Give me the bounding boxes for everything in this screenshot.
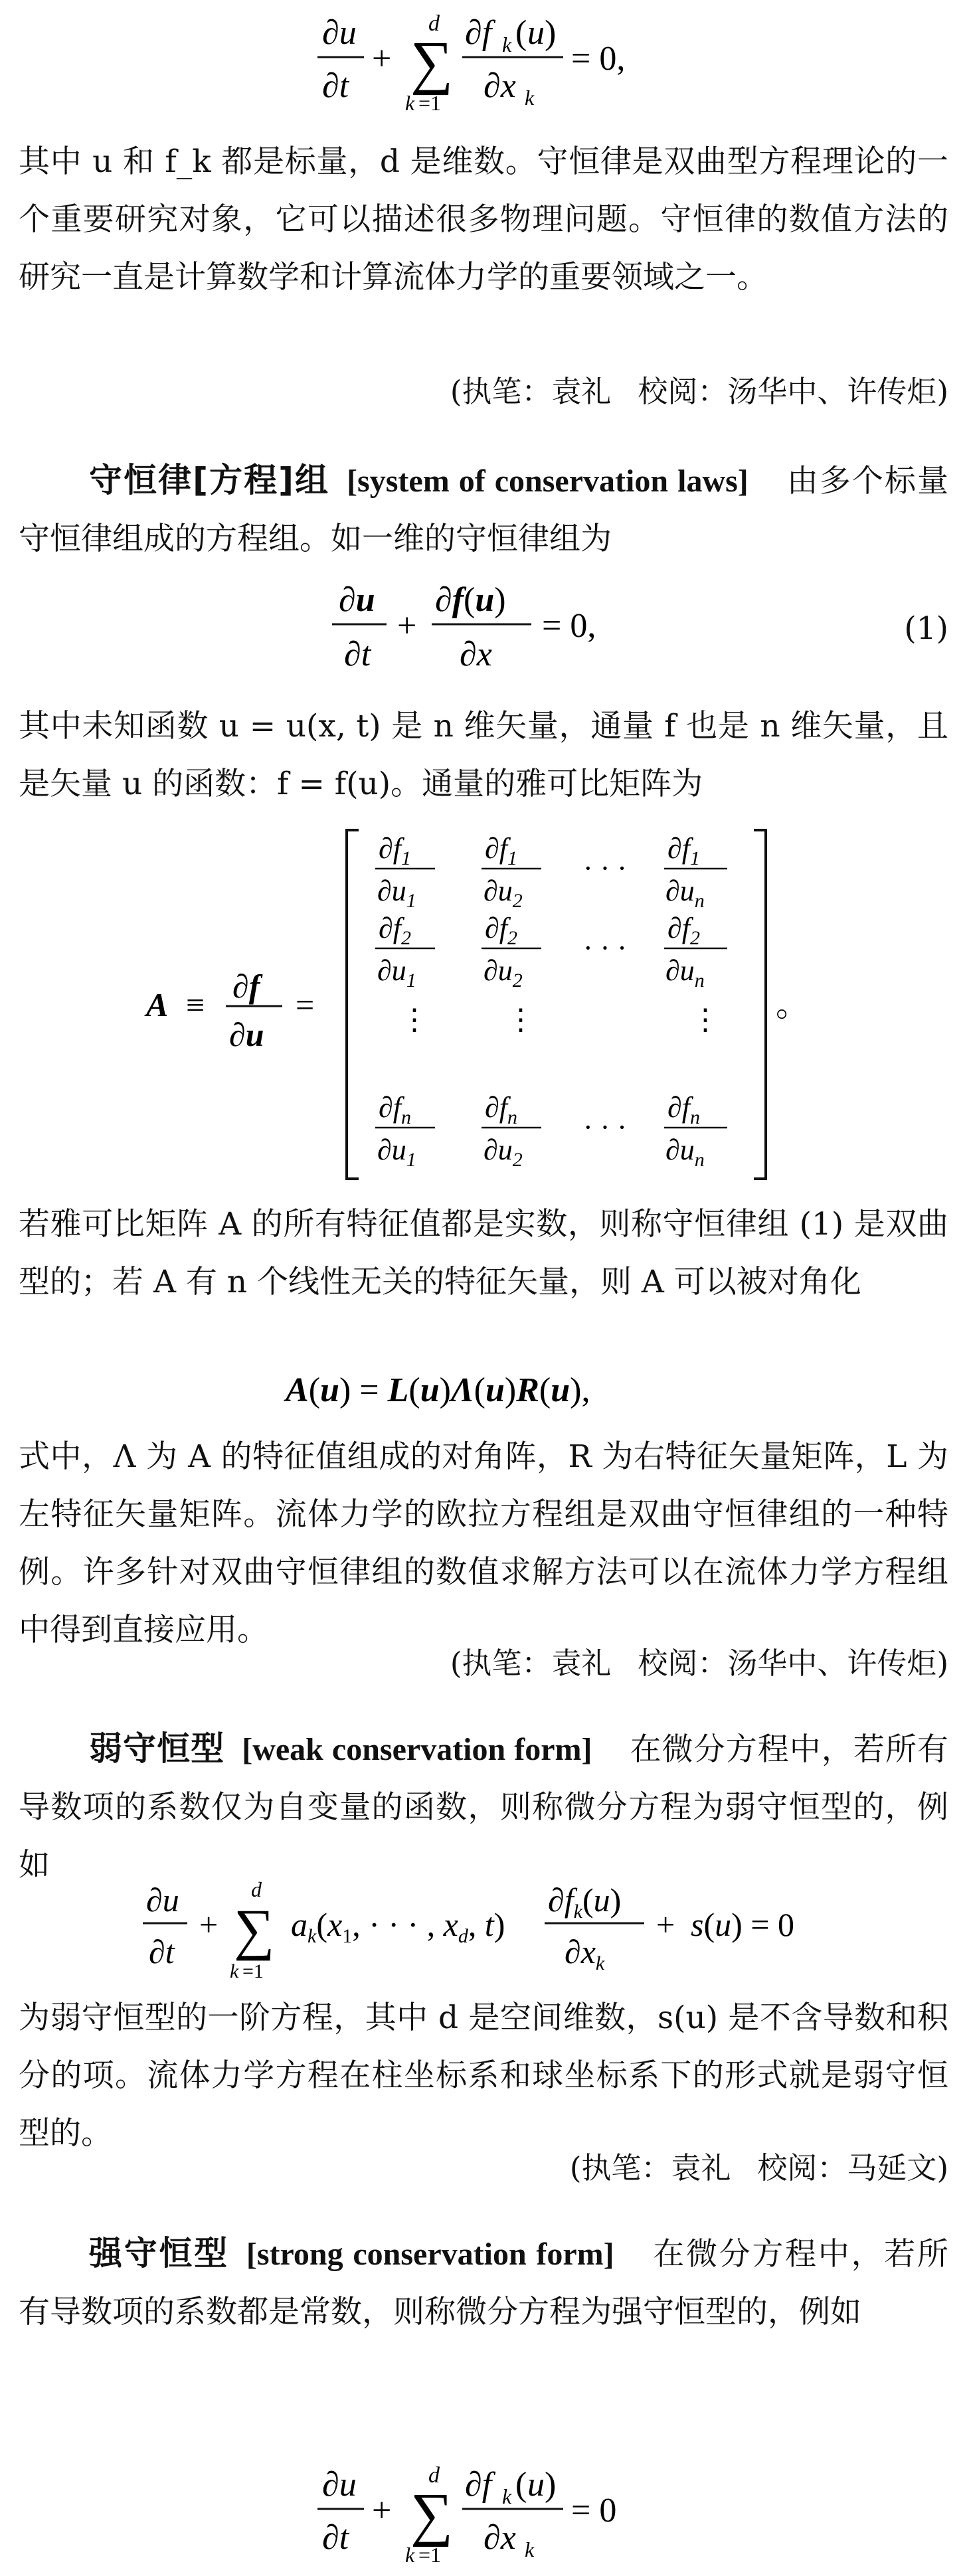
svg-text:∂fn: $\partial f_n$ (485, 1091, 517, 1128)
svg-text:∂x: ∂x (460, 636, 492, 673)
svg-text:=: = (296, 986, 315, 1023)
svg-text:∂un: $\partial u_n$ (665, 875, 705, 912)
svg-text:∂u1: $\partial u_1$ (377, 1134, 416, 1171)
svg-text:s(u) = 0: s(u) = 0 (691, 1906, 794, 1943)
svg-text:∂f1: $\partial f_1$ (667, 832, 700, 869)
svg-text:∂u1: $\partial u_1$ (377, 875, 416, 912)
svg-text:⋮: ⋮ (400, 1003, 429, 1036)
svg-text:∂un: $\partial u_n$ (665, 1134, 705, 1171)
svg-text:∂fn: $\partial f_n$ (379, 1091, 411, 1128)
svg-text:∂u: ∂u (339, 581, 375, 619)
writer-name: 袁礼 (551, 374, 612, 409)
paragraph-hyperbolic-condition: 若雅可比矩阵 A 的所有特征值都是实数，则称守恒律组 (1) 是双曲型的；若 A 有 n 个线性无关的特征矢量，则 A 可以被对角化 (19, 1206, 948, 1300)
paragraph-scalar-law-description: 其中 u 和 f_k 都是标量，d 是维数。守恒律是双曲型方程理论的一个重要研究对象，它可以描述很多物理问题。守恒律的数值方法的研究一直是计算数学和计算流体力学的重要领域之一。 (19, 143, 948, 296)
entry-system-of-conservation-laws (19, 452, 948, 568)
term-chinese: 弱守恒型 (89, 1729, 225, 1768)
svg-text:∂f2: $\partial f_2$ (667, 912, 700, 949)
svg-text:∂u2: $\partial u_2$ (484, 954, 523, 991)
svg-text:∂t: ∂t (149, 1933, 175, 1970)
svg-text:ak(x1, · · · , xd, t): $a_k(x_1$, · · · , $x_d$, t) (291, 1906, 505, 1947)
svg-text:⋮: ⋮ (506, 1003, 535, 1036)
paragraph-eigen-description: 式中，Λ 为 A 的特征值组成的对角阵，R 为右特征矢量矩阵，L 为左特征矢量矩阵。流体力学的欧拉方程组是双曲守恒律组的一种特例。许多针对双曲守恒律组的数值求解方法可以在流体力学方程组中得到直接应用。 (19, 1438, 948, 1648)
svg-text:∂xk: $\partial x_k$ (565, 1933, 605, 1974)
svg-text:k: k (502, 2484, 512, 2508)
equation-strong-form (306, 2457, 664, 2570)
svg-text:· · ·: · · · (583, 932, 627, 964)
svg-text:=1: =1 (418, 91, 442, 115)
term-chinese: 强守恒型 (89, 2234, 229, 2273)
svg-text:+: + (656, 1906, 675, 1943)
svg-text:· · ·: · · · (583, 1111, 627, 1144)
svg-text:∂f(u): ∂f(u) (435, 581, 506, 619)
svg-text:∂u: ∂u (322, 14, 357, 52)
svg-text:∂f: ∂f (465, 14, 492, 52)
equation-number: (1) (904, 610, 948, 647)
equation-1-system (319, 571, 664, 687)
svg-text:= 0: = 0 (571, 2492, 617, 2530)
entry-strong-conservation-form (19, 2225, 948, 2341)
svg-text:· · ·: · · · (583, 852, 627, 885)
svg-text:∑: ∑ (234, 1897, 275, 1961)
svg-text:k: k (405, 91, 415, 115)
svg-text:∂f1: $\partial f_1$ (379, 832, 411, 869)
reviewer-name: 马延文 (847, 2150, 937, 2186)
svg-text:∂fk(u): $\partial f_k(u)$ (548, 1881, 622, 1923)
equation-scalar-conservation-law (306, 5, 677, 118)
svg-text:∂f1: $\partial f_1$ (485, 832, 517, 869)
svg-text:∂u1: $\partial u_1$ (377, 954, 416, 991)
attribution-3: (执笔：袁礼 校阅：马延文) (569, 2150, 948, 2186)
svg-text:u: u (527, 2466, 545, 2504)
svg-text:∂fn: $\partial f_n$ (667, 1091, 700, 1128)
svg-text:∂u: ∂u (229, 1016, 264, 1053)
svg-text:∂u: ∂u (146, 1881, 179, 1919)
term-english: [weak conservation form] (242, 1732, 592, 1767)
svg-text:∂x: ∂x (484, 67, 516, 105)
svg-text:= 0,: = 0, (542, 607, 596, 645)
svg-text:∂t: ∂t (322, 2519, 349, 2557)
equation-diagonalization (286, 1365, 684, 1418)
svg-text:≡: ≡ (186, 986, 205, 1023)
svg-text:d: d (428, 11, 440, 36)
svg-text:∂x: ∂x (484, 2519, 516, 2557)
svg-text:k: k (525, 86, 535, 110)
attribution-1: (执笔：袁礼 校阅：汤华中、许传炬) (450, 374, 948, 409)
svg-text:+: + (372, 40, 392, 78)
term-english: [system of conservation laws] (347, 464, 748, 499)
svg-text:k: k (230, 1960, 239, 1982)
paragraph-weak-form-description: 为弱守恒型的一阶方程，其中 d 是空间维数，s(u) 是不含导数和积分的项。流体力学方程在柱坐标系和球坐标系下的形式就是弱守恒型的。 (19, 2000, 948, 2152)
reviewer-name: 汤华中、许传炬 (727, 1646, 937, 1681)
writer-name: 袁礼 (551, 1646, 612, 1681)
svg-text:A: A (146, 986, 169, 1023)
writer-name: 袁礼 (671, 2150, 731, 2186)
svg-text:∂un: $\partial u_n$ (665, 954, 705, 991)
svg-text:∑: ∑ (410, 30, 454, 96)
svg-text:d: d (251, 1877, 262, 1901)
entry-weak-conservation-form (19, 1720, 948, 1894)
term-definition: 在微分方程中，若所有导数项的系数仅为自变量的函数，则称微分方程为弱守恒型的，例如 (19, 1731, 949, 1883)
jacobian-matrix (139, 817, 809, 1189)
svg-text:∑: ∑ (410, 2482, 454, 2547)
svg-text:∂t: ∂t (322, 67, 349, 105)
term-definition: 由多个标量守恒律组成的方程组。如一维的守恒律组为 (19, 463, 949, 557)
svg-text:+: + (372, 2492, 392, 2530)
svg-text:∂f: ∂f (232, 968, 260, 1005)
svg-text:⋮: ⋮ (691, 1003, 720, 1036)
attribution-2: (执笔：袁礼 校阅：汤华中、许传炬) (450, 1646, 948, 1681)
reviewer-name: 汤华中、许传炬 (727, 374, 937, 409)
svg-text:): ) (545, 2466, 557, 2504)
svg-text:+: + (397, 607, 417, 645)
term-english: [strong conservation form] (246, 2237, 614, 2272)
svg-text:∂f2: $\partial f_2$ (485, 912, 517, 949)
svg-text:A(u) = L(u)Λ(u)R(u),: A(u) = L(u)Λ(u)R(u), (286, 1371, 590, 1409)
svg-text:。: 。 (776, 986, 809, 1023)
svg-text:∂f2: $\partial f_2$ (379, 912, 411, 949)
svg-text:∂u2: $\partial u_2$ (484, 875, 523, 912)
svg-text:k: k (405, 2543, 415, 2567)
svg-text:+: + (199, 1906, 219, 1943)
svg-text:k: k (525, 2537, 535, 2561)
svg-text:∂f: ∂f (465, 2466, 492, 2504)
term-definition: 在微分方程中，若所有导数项的系数都是常数，则称微分方程为强守恒型的，例如 (19, 2236, 949, 2330)
svg-text:∂t: ∂t (344, 636, 371, 673)
svg-text:(: ( (515, 14, 527, 52)
svg-text:(: ( (515, 2466, 527, 2504)
svg-text:d: d (428, 2463, 440, 2488)
svg-text:∂u: ∂u (322, 2466, 357, 2504)
svg-text:=1: =1 (242, 1960, 264, 1982)
svg-text:∂u2: $\partial u_2$ (484, 1134, 523, 1171)
equation-weak-form (139, 1873, 830, 1986)
svg-text:): ) (545, 14, 557, 52)
term-chinese: 守恒律[方程]组 (89, 461, 330, 499)
paragraph-unknown-vector: 其中未知函数 u = u(x, t) 是 n 维矢量，通量 f 也是 n 维矢量，且是矢量 u 的函数：f = f(u)。通量的雅可比矩阵为 (19, 708, 948, 802)
svg-text:= 0,: = 0, (571, 40, 626, 78)
svg-text:u: u (527, 14, 545, 52)
svg-text:=1: =1 (418, 2543, 442, 2567)
svg-text:k: k (502, 33, 512, 56)
